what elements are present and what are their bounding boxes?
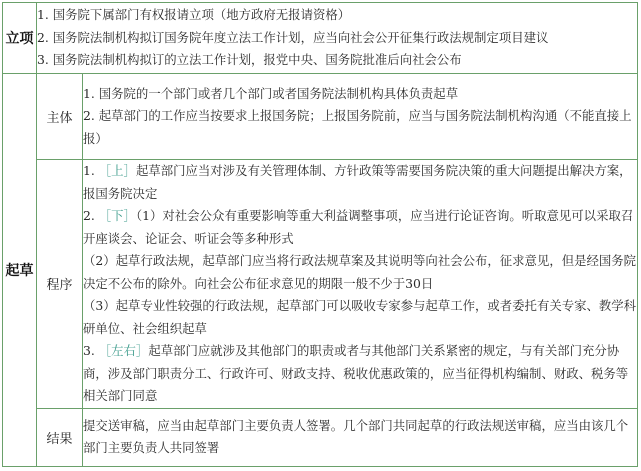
lixiang-content [37, 3, 638, 74]
section-label-qicao: 起草 [3, 74, 37, 467]
zhuti-content [83, 74, 638, 160]
tag-zuoyou: ［左右］ [98, 343, 149, 358]
tag-shang: ［上］ [98, 163, 136, 178]
chengxu-item-3-text: 起草部门应就涉及其他部门的职责或者与其他部门关系紧密的规定，与有关部门充分协商，涉及部门职责分工、行政许可、财政支持、税收优惠政策的，应当征得机构编制、财政、税务等相关部门同意 [83, 343, 629, 403]
chengxu-item-1 [83, 160, 637, 205]
chengxu-item-2-sub-3: （3）起草专业性较强的行政法规，起草部门可以吸收专家参与起草工作，或者委托有关专家、教学科研单位、社会组织起草 [83, 298, 637, 336]
row-chengxu [3, 160, 638, 409]
row-jieguo [3, 408, 638, 466]
chengxu-item-3 [83, 340, 637, 408]
chengxu-content [83, 160, 638, 409]
lixiang-item-2: 2. 国务院法制机构拟订国务院年度立法工作计划，应当向社会公开征集行政法规制定项目建议 [37, 29, 549, 45]
sub-label-jieguo: 结果 [37, 408, 83, 466]
chengxu-item-2-sub-2: （2）起草行政法规，起草部门应当将行政法规草案及其说明等向社会公布，征求意见，但是经国务院决定不公布的除外。向社会公布征求意见的期限一般不少于30日 [83, 253, 637, 291]
lixiang-item-1: 1. 国务院下属部门有权报请立项（地方政府无报请资格） [37, 7, 351, 23]
law-summary-table [2, 2, 638, 467]
chengxu-item-1-text: 起草部门应当对涉及有关管理体制、方针政策等需要国务院决策的重大问题提出解决方案，报国务院决定 [83, 163, 632, 201]
sub-label-zhuti: 主体 [37, 74, 83, 160]
chengxu-item-2-text-1: （1）对社会公众有重要影响等重大利益调整事项，应当进行论证咨询。听取意见可以采取召开座谈会、论证会、听证会等多种形式 [83, 208, 634, 246]
chengxu-item-2-number: 2. [83, 208, 99, 223]
chengxu-item-3-number: 3. [83, 343, 99, 358]
row-lixiang [3, 3, 638, 74]
row-zhuti [3, 74, 638, 160]
lixiang-item-3: 3. 国务院法制机构拟订的立法工作计划，报党中央、国务院批准后向社会公布 [37, 52, 462, 68]
section-label-lixiang: 立项 [3, 3, 37, 74]
jieguo-content [83, 408, 638, 466]
tag-xia: ［下］ [98, 208, 136, 223]
zhuti-item-2: 2. 起草部门的工作应当按要求上报国务院；上报国务院前，应当与国务院法制机构沟通（不能直接上报） [83, 108, 632, 146]
sub-label-chengxu: 程序 [37, 160, 83, 409]
jieguo-text: 提交送审稿，应当由起草部门主要负责人签署。几个部门共同起草的行政法规送审稿，应当由该几个部门主要负责人共同签署 [83, 417, 629, 455]
chengxu-item-2 [83, 205, 637, 250]
chengxu-item-1-number: 1. [83, 163, 99, 178]
zhuti-item-1: 1. 国务院的一个部门或者几个部门或者国务院法制机构具体负责起草 [83, 85, 459, 101]
